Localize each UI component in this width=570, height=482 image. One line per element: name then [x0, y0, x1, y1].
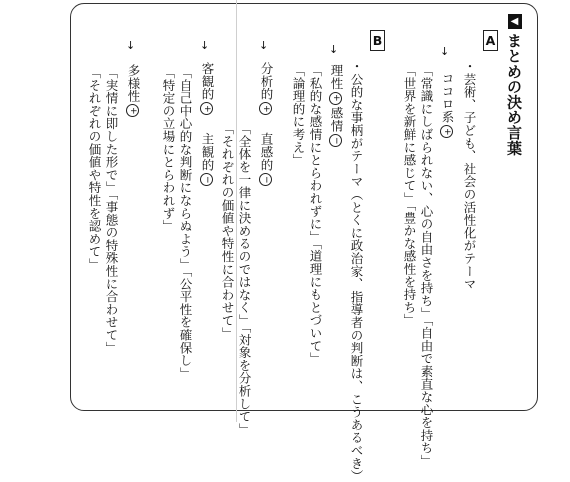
section-b-phrase-3: 「全体を一律に決めるのではなく」「対象を分析して」	[237, 122, 252, 436]
section-b-phrase-1: 「私的な感情にとらわれずに」「道理にもとづいて」	[308, 64, 323, 365]
minus-circle-icon: −	[329, 134, 342, 147]
shukan-label: 主観的	[200, 132, 215, 172]
minus-circle-icon: −	[259, 173, 272, 186]
section-a-phrase-1: 「常識にしばられない、心の自由さを持ち」「自由で素直な心を持ち」	[419, 64, 434, 468]
section-b-phrase-8: 「それぞれの価値や特性を認めて」	[87, 66, 102, 271]
kokoro-row	[440, 72, 454, 140]
tayou-label: 多様性	[126, 64, 141, 103]
section-b-label: B	[370, 30, 385, 51]
chokan-label: 直感的	[259, 132, 274, 172]
down-arrow-icon: ↓	[200, 39, 210, 52]
bunseki-row	[259, 62, 273, 188]
rikan-label: 理性	[329, 64, 344, 90]
down-arrow-icon: ↓	[126, 39, 136, 52]
section-a-phrase-2: 「世界を新鮮に感じて」「豊かな感性を持ち」	[402, 64, 417, 327]
down-arrow-icon: ↓	[440, 45, 450, 58]
tayou-row	[126, 64, 140, 119]
section-b-phrase-5: 「自己中心的な判断にならぬよう」「公平性を確保し」	[178, 66, 193, 380]
title-block	[506, 14, 522, 155]
rikan-row	[329, 64, 343, 149]
section-b-phrase-6: 「特定の立場にとらわれず」	[161, 66, 176, 233]
minus-circle-icon: −	[200, 173, 213, 186]
kyakkan-label: 客観的	[200, 62, 215, 101]
section-b-theme: ・公的な事柄がテーマ（とくに政治家、指導者の判断は、こうあるべき）	[349, 60, 364, 482]
down-arrow-icon: ↓	[259, 39, 269, 52]
section-b-phrase-4: 「それぞれの価値や特性に合わせて」	[220, 122, 235, 340]
triangle-marker-icon: ◀	[509, 15, 520, 28]
page-title: まとめの決め言葉	[505, 33, 523, 156]
plus-circle-icon: +	[200, 102, 213, 115]
kokoro-label: ココロ系	[440, 72, 455, 124]
section-a-label-wrap	[483, 30, 498, 53]
section-a-label: A	[483, 30, 498, 51]
kyakkan-row	[200, 62, 214, 188]
plus-circle-icon: +	[259, 102, 272, 115]
plus-circle-icon: +	[329, 92, 342, 105]
plus-circle-icon: +	[440, 125, 453, 138]
section-b-phrase-2: 「論理的に考え」	[291, 64, 306, 167]
section-b-label-wrap	[370, 30, 385, 53]
section-a-theme: ・芸術、子ども、社会の活性化がテーマ	[462, 60, 477, 291]
down-arrow-icon: ↓	[329, 43, 339, 56]
bunseki-label: 分析的	[259, 62, 274, 101]
section-b-phrase-7: 「実情に即した形で」「事態の特殊性に合わせて」	[104, 66, 119, 355]
kanjo-label: 感情	[329, 106, 344, 133]
plus-circle-icon: +	[126, 104, 139, 117]
